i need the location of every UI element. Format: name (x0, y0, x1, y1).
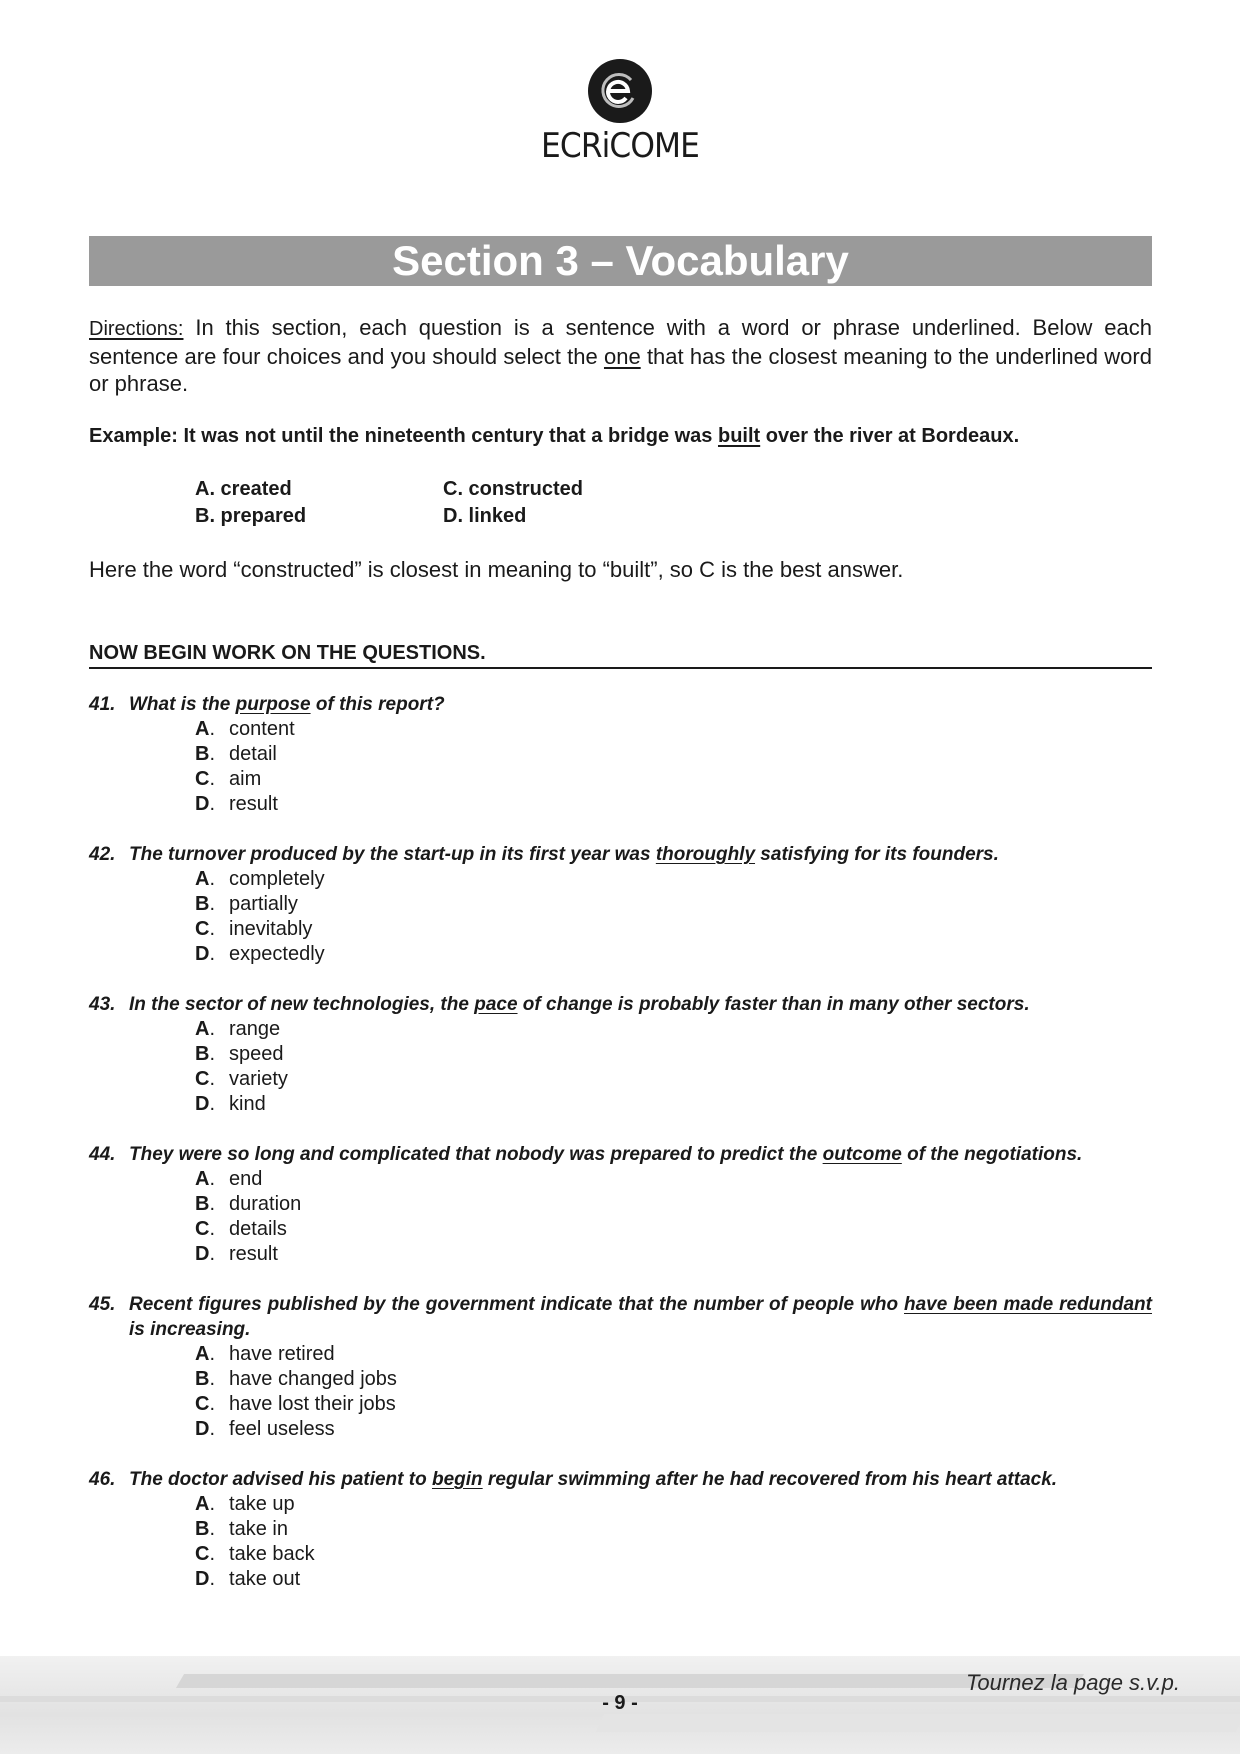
example-before: Example: It was not until the nineteenth century that a bridge was (89, 425, 718, 447)
example-choice: A. created (195, 478, 292, 500)
answer-option[interactable]: B . have changed jobs (195, 1368, 397, 1390)
answer-option[interactable]: C . variety (195, 1068, 288, 1090)
answer-option[interactable]: A . content (195, 718, 295, 740)
answer-option[interactable]: B . take in (195, 1518, 288, 1540)
question (89, 1292, 1152, 1442)
question-number: 46. (89, 1469, 116, 1490)
question-text: In the sector of new technologies, the pace of change is probably faster than in many other sectors. (129, 994, 1030, 1015)
answer-option[interactable]: B . speed (195, 1043, 284, 1065)
answer-option[interactable]: A . take up (195, 1493, 295, 1515)
answer-options (195, 717, 1152, 817)
ecricome-emblem-icon (587, 58, 653, 124)
ecricome-logo (0, 58, 1240, 166)
question-number: 43. (89, 994, 116, 1015)
answer-option[interactable]: B . detail (195, 743, 277, 765)
answer-options (195, 1492, 1152, 1592)
example-choice: B. prepared (195, 505, 307, 527)
example-sentence (89, 423, 1189, 449)
underlined-term: purpose (235, 694, 311, 715)
directions-label: Directions: (89, 318, 184, 340)
question (89, 1467, 1152, 1592)
question-text: The turnover produced by the start-up in its first year was thoroughly satisfying for its founders. (129, 844, 999, 865)
directions-text-2: that has the closest meaning to the underlined word or phrase. (89, 344, 1152, 396)
question-number: 44. (89, 1144, 116, 1165)
question (89, 1142, 1152, 1267)
answer-option[interactable]: D . kind (195, 1093, 266, 1115)
answer-option[interactable]: C . have lost their jobs (195, 1393, 396, 1415)
answer-option[interactable]: C . details (195, 1218, 287, 1240)
answer-options (195, 1342, 1152, 1442)
answer-option[interactable]: C . inevitably (195, 918, 313, 940)
example-choice: C. constructed (443, 478, 584, 500)
page-number: - 9 - (602, 1692, 638, 1714)
underlined-term: pace (474, 994, 518, 1015)
answer-options (195, 1167, 1152, 1267)
begin-heading: NOW BEGIN WORK ON THE QUESTIONS. (89, 640, 1152, 669)
answer-option[interactable]: C . take back (195, 1543, 315, 1565)
answer-option[interactable]: A . have retired (195, 1343, 335, 1365)
underlined-term: have been made redundant (904, 1294, 1152, 1315)
answer-option[interactable]: A . completely (195, 868, 325, 890)
answer-option[interactable]: A . end (195, 1168, 263, 1190)
section-title: Section 3 – Vocabulary (89, 236, 1152, 286)
example-choice: D. linked (443, 505, 527, 527)
question-text: What is the purpose of this report? (129, 694, 445, 715)
answer-option[interactable]: B . partially (195, 893, 298, 915)
question (89, 842, 1152, 967)
answer-option[interactable]: D . feel useless (195, 1418, 335, 1440)
answer-options (195, 867, 1152, 967)
question-text: They were so long and complicated that nobody was prepared to predict the outcome of the negotiations. (129, 1144, 1083, 1165)
underlined-term: outcome (822, 1144, 902, 1165)
directions-emphasis: one (603, 344, 641, 369)
turn-page-note: Tournez la page s.v.p. (965, 1670, 1180, 1695)
ecricome-wordmark: ECRiCOME (541, 126, 699, 166)
example-after: over the river at Bordeaux. (760, 425, 1020, 447)
answer-option[interactable]: D . result (195, 793, 278, 815)
question-number: 42. (89, 844, 116, 865)
answer-option[interactable]: D . result (195, 1243, 278, 1265)
underlined-term: begin (431, 1469, 483, 1490)
question (89, 992, 1152, 1117)
example-underlined: built (717, 425, 761, 447)
example-choices (195, 476, 583, 530)
question-text: The doctor advised his patient to begin regular swimming after he had recovered from his heart attack. (129, 1469, 1058, 1490)
answer-option[interactable]: D . expectedly (195, 943, 325, 965)
example-explanation: Here the word “constructed” is closest in meaning to “built”, so C is the best answer. (89, 557, 904, 582)
answer-option[interactable]: C . aim (195, 768, 262, 790)
question-number: 41. (89, 694, 116, 715)
question (89, 692, 1152, 817)
question-text: Recent figures published by the government indicate that the number of people who have been made redundant is increasing. (129, 1294, 1152, 1340)
answer-option[interactable]: B . duration (195, 1193, 302, 1215)
answer-options (195, 1017, 1152, 1117)
directions (89, 314, 1152, 397)
answer-option[interactable]: A . range (195, 1018, 281, 1040)
question-number: 45. (89, 1294, 116, 1315)
answer-option[interactable]: D . take out (195, 1568, 301, 1590)
underlined-term: thoroughly (655, 844, 756, 865)
directions-text-1: In this section, each question is a sentence with a word or phrase underlined. Below each sentence are four choices and you should select the (89, 315, 1152, 369)
